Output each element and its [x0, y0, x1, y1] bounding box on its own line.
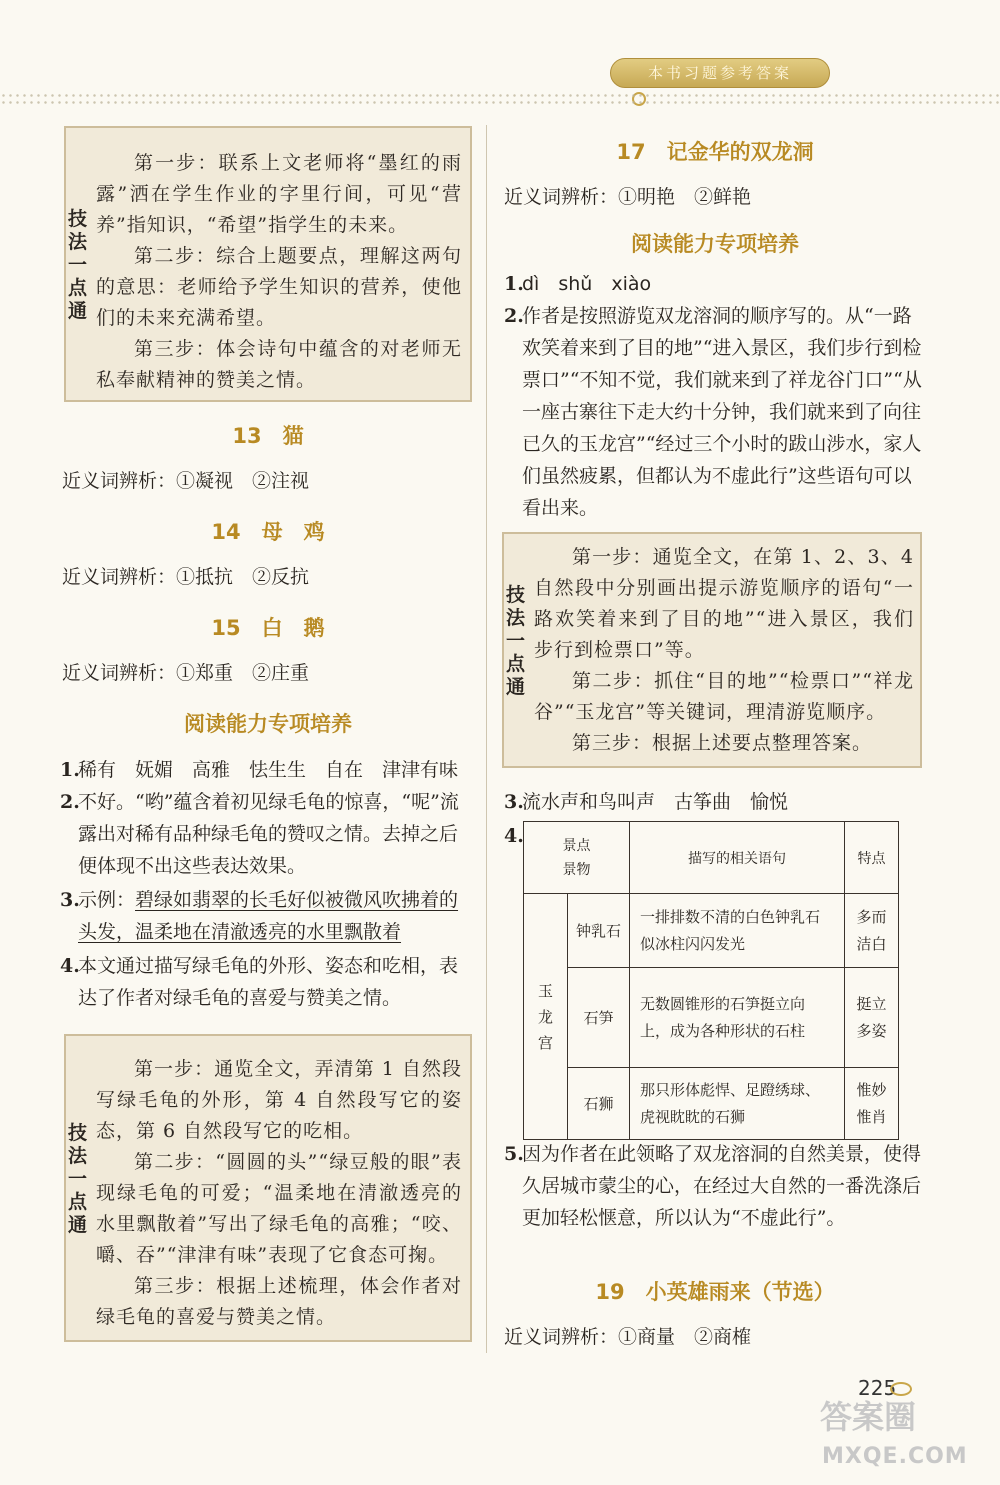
table-group-cell: 玉龙宫: [524, 894, 568, 1140]
table-cell: 石狮: [568, 1068, 630, 1140]
answer-item: 3. 示例：碧绿如翡翠的长毛好似被微风吹拂着的头发，温柔地在清澈透亮的水里飘散着: [60, 889, 459, 943]
lesson-17-title: 17 记金华的双龙洞: [616, 140, 814, 164]
answer-item: 1. 稀有 妩媚 高雅 怯生生 自在 津津有味: [60, 759, 459, 781]
lesson-19-title: 19 小英雄雨来（节选）: [595, 1280, 835, 1304]
reading-section-title: 阅读能力专项培养: [184, 712, 352, 736]
tip-step: 第二步：综合上题要点，理解这两句的意思：老师给予学生知识的营养，使他们的未来充满希望。: [96, 245, 462, 329]
table-cell: 钟乳石: [568, 894, 630, 968]
tip-step: 第一步：联系上文老师将“墨红的雨露”洒在学生作业的字里行间，可见“营养”指知识，“希望”指学生的未来。: [96, 152, 462, 236]
answer-item: 3. 流水声和鸟叫声 古筝曲 愉悦: [504, 791, 789, 813]
tip-side-label: 技 法 一 点 通: [68, 1122, 88, 1236]
table-cell: 无数圆锥形的石笋挺立向上，成为各种形状的石柱: [630, 968, 845, 1068]
synonym-line: 近义词辨析：①抵抗 ②反抗: [62, 566, 310, 588]
tip-step: 第一步：通览全文，在第 1、2、3、4 自然段中分别画出提示游览顺序的语句“一路欢笑着来到了目的地”“进入景区，我们步行到检票口”等。: [534, 546, 914, 661]
tip-step: 第二步：抓住“目的地”“检票口”“祥龙谷”“玉龙宫”等关键词，理清游览顺序。: [534, 670, 914, 723]
tip-side-label: 技 法 一 点 通: [68, 208, 88, 322]
tip-step: 第三步：根据上述梳理，体会作者对绿毛龟的喜爱与赞美之情。: [96, 1275, 462, 1328]
table-row: [524, 894, 899, 968]
tip-text: [534, 542, 914, 759]
lesson-13-title: 13 猫: [232, 424, 304, 448]
answer-item: 4. 本文通过描写绿毛龟的外形、姿态和吃相，表达了作者对绿毛龟的喜爱与赞美之情。: [60, 955, 459, 1009]
tip-step: 第三步：根据上述要点整理答案。: [572, 732, 873, 754]
table-cell: 多而洁白: [845, 894, 899, 968]
tip-box-2: [64, 1034, 472, 1342]
answer-item: 5. 因为作者在此领略了双龙溶洞的自然美景，使得久居城市蒙尘的心，在经过大自然的一番洗涤后更加轻松惬意，所以认为“不虚此行”。: [504, 1143, 922, 1229]
underlined-answer: 碧绿如翡翠的长毛好似被微风吹拂着的头发，温柔地在清澈透亮的水里飘散着: [78, 889, 459, 943]
table-header-cell: 景点景物: [524, 822, 630, 894]
tip-box-3: [502, 532, 922, 768]
table-cell: 那只形体彪悍、足蹬绣球、虎视眈眈的石狮: [630, 1068, 845, 1140]
table-cell: 石笋: [568, 968, 630, 1068]
header-ribbon: 本书习题参考答案: [610, 58, 830, 88]
tip-text: [96, 1054, 462, 1333]
tip-step: 第二步：“圆圆的头”“绿豆般的眼”表现绿毛龟的可爱；“温柔地在清澈透亮的水里飘散着”写出了绿毛龟的高雅；“咬、嚼、吞”“津津有味”表现了它食态可掬。: [96, 1151, 462, 1266]
table-cell: 挺立多姿: [845, 968, 899, 1068]
header-dotted-border: [0, 92, 1000, 106]
table-row: [524, 1068, 899, 1140]
table-row: [524, 968, 899, 1068]
answer-item: 2. 作者是按照游览双龙溶洞的顺序写的。从“一路欢笑着来到了目的地”“进入景区，我们步行到检票口”“不知不觉，我们就来到了祥龙谷门口”“从一座古寨往下走大约十分钟，我们就来到了向往已久的玉龙宫”“经过三个小时的跋山涉水，家人们虽然疲累，但都认为不虚此行”这些语句可以看出来。: [504, 305, 922, 519]
lesson-14-title: 14 母 鸡: [211, 520, 325, 544]
answer-item: 2. 不好。“哟”蕴含着初见绿毛龟的惊喜，“呢”流露出对稀有品种绿毛龟的赞叹之情。去掉之后便体现不出这些表达效果。: [60, 791, 459, 877]
column-divider: [486, 125, 487, 1353]
table-header-cell: 描写的相关语句: [630, 822, 845, 894]
table-cell: 一排排数不清的白色钟乳石似冰柱闪闪发光: [630, 894, 845, 968]
table-cell: 惟妙惟肖: [845, 1068, 899, 1140]
table-header-cell: 特点: [845, 822, 899, 894]
tip-box-1: [64, 126, 472, 402]
synonym-line: 近义词辨析：①明艳 ②鲜艳: [504, 186, 752, 208]
scene-table: [523, 821, 899, 1140]
answer-item: 1. dì shǔ xiào: [504, 273, 652, 295]
tip-step: 第三步：体会诗句中蕴含的对老师无私奉献精神的赞美之情。: [96, 338, 462, 391]
synonym-line: 近义词辨析：①郑重 ②庄重: [62, 662, 310, 684]
reading-section-title: 阅读能力专项培养: [631, 232, 799, 256]
tip-side-label: 技 法 一 点 通: [506, 584, 526, 698]
synonym-line: 近义词辨析：①凝视 ②注视: [62, 470, 310, 492]
watermark-url: MXQE.COM: [822, 1444, 968, 1469]
page-number: 225: [858, 1376, 897, 1400]
watermark: 答案圈: [820, 1398, 917, 1436]
lesson-15-title: 15 白 鹅: [211, 616, 325, 640]
tip-step: 第一步：通览全文，弄清第 1 自然段写绿毛龟的外形，第 4 自然段写它的姿态，第 6 自然段写它的吃相。: [96, 1058, 462, 1142]
synonym-line: 近义词辨析：①商量 ②商榷: [504, 1326, 752, 1348]
tip-text: [96, 148, 462, 396]
page-header: [0, 0, 1000, 110]
